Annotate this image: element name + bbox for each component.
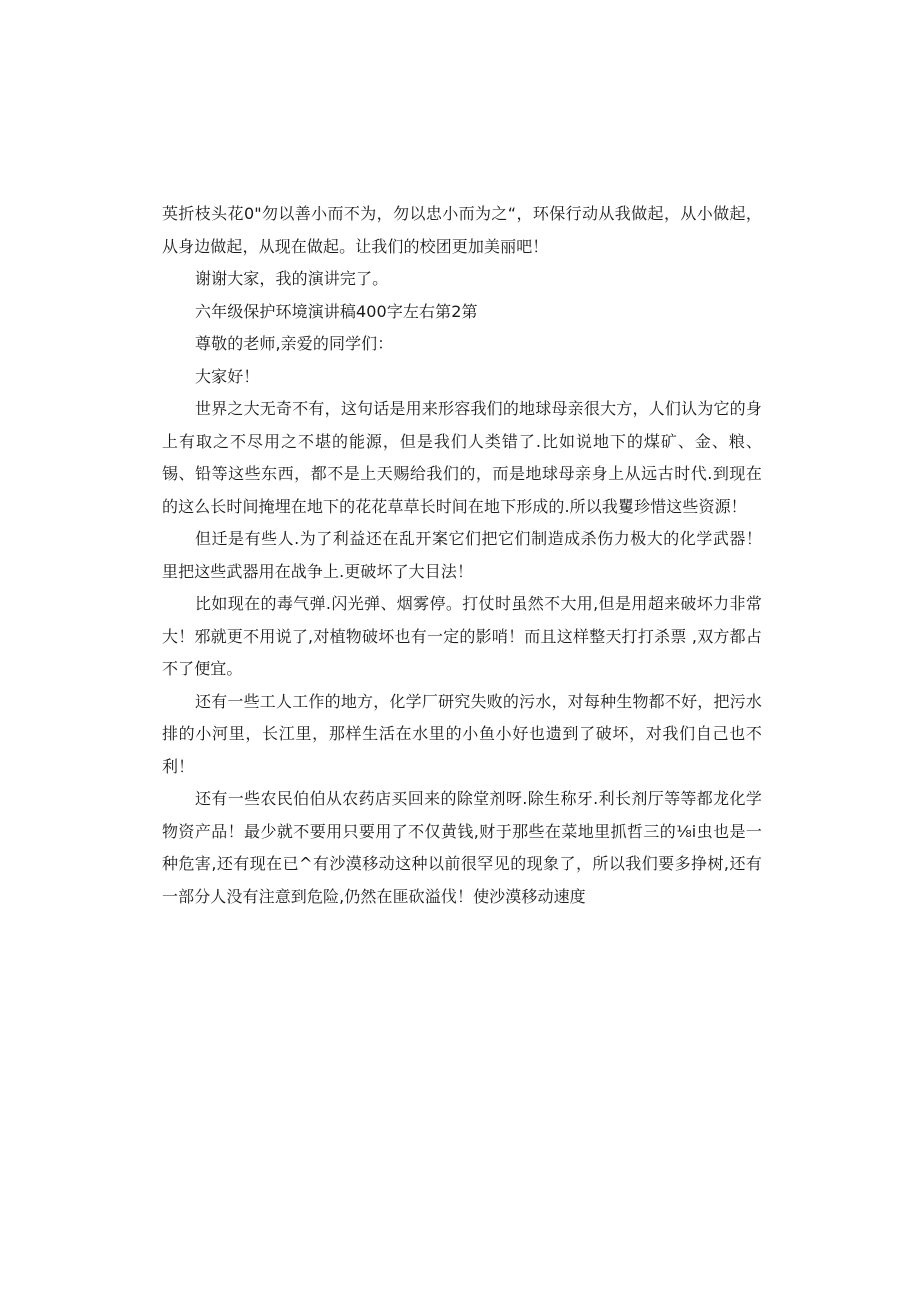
paragraph-salutation: 尊敬的老师,亲爱的同学们：: [195, 334, 394, 353]
paragraph-thanks: 谢谢大家，我的演讲完了。: [195, 269, 389, 288]
section-heading: 六年级保护环境演讲稿400字左右第2第: [195, 301, 478, 321]
document-body: [162, 198, 762, 913]
paragraph-chemical-weapons: 但迁是有些人.为了利益还在乱开案它们把它们制造成杀伤力极大的化学武器！里把这些武器用在战争上.更破坏了大目法！: [162, 529, 762, 581]
paragraph-factory-waste: 还有一些工人工作的地方，化学厂研究失败的污水，对每种生物都不好，把污水排的小河里，长江里，那样生活在水里的小鱼小好也遗到了破坏，对我们自己也不利！: [162, 691, 762, 776]
paragraph-closing-text: 英折枝头花0"勿以善小而不为，勿以忠小而为之“，环保行动从我做起，从小做起，从身边做起，从现在做起。让我们的校团更加美丽吧！: [162, 204, 762, 256]
paragraph-greeting: 大家好！: [195, 366, 260, 386]
paragraph-world-resources: 世界之大无奇不有，这句话是用来形容我们的地球母亲很大方，人们认为它的身上有取之不尽用之不堪的能源，但是我们人类错了.比如说地下的煤矿、金、粮、锡、铅等这些东西，都不是上天赐给我们的，而是地球母亲身上从远古时代.到现在的这么长时间掩埋在地下的花花草草长时间在地下形成的.所以我矍珍惜这些资源！: [162, 399, 762, 516]
paragraph-bombs: 比如现在的毒气弹.闪光弹、烟雾停。打仗时虽然不大用,但是用超来破坏力非常大！邪就更不用说了,对植物破坏也有一定的影哨！而且这样整天打打杀票 ,双方都占不了便宜。: [162, 594, 762, 678]
paragraph-pesticides: 还有一些农民伯伯从农药店买回来的除堂剂呀.除生称牙.利长剂厅等等都龙化学物资产品！最少就不要用只要用了不仅黄钱,财于那些在菜地里抓哲三的⅛i虫也是一种危害,还有现在已^有沙漠移动这种以前很罕见的现象了，所以我们要多挣树,还有一部分人没有注意到危险,仍然在匪砍溢伐！使沙漠移动速度: [162, 789, 762, 906]
